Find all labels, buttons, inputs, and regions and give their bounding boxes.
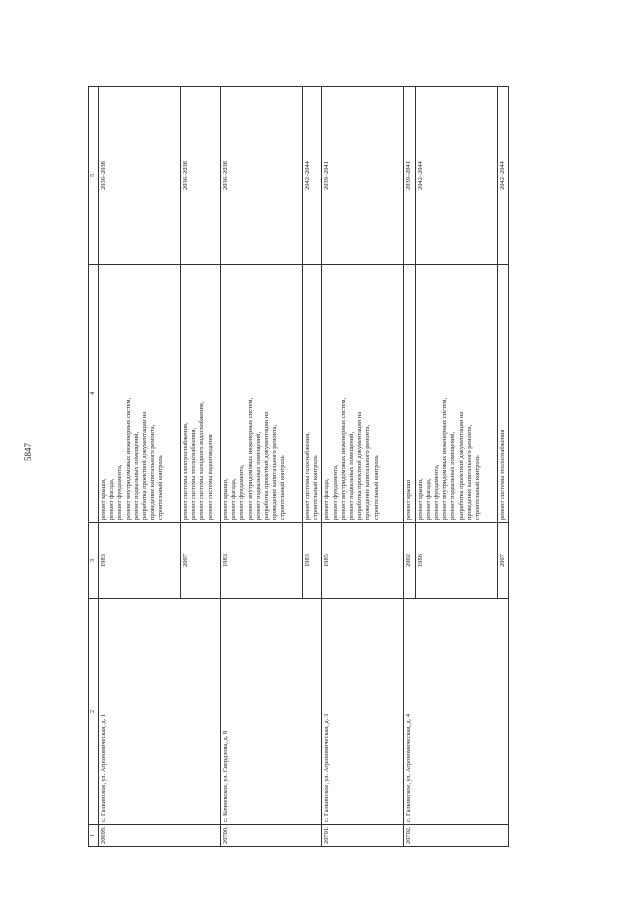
work-item: разработка проектной документации на [457,411,465,520]
period-cell: 2036–2038 [181,87,221,265]
rotated-table-container [88,87,591,847]
record-number-cell: 20699. [99,825,221,847]
work-item: ремонт крыши [405,479,413,520]
work-item: ремонт внутридомовых инженерных систем, [124,397,132,520]
year-cell: 1983 [303,523,322,599]
record-number-cell: 20700. [221,825,322,847]
address-cell: с. Галкинское, ул. Агрономическая, д. 3 [322,599,404,825]
works-cell [404,265,415,523]
work-item: ремонт внутридомовых инженерных систем, [339,397,347,520]
works-cell [181,265,221,523]
repair-schedule-table [88,86,509,847]
year-cell: 2002 [404,523,415,599]
works-cell [303,265,322,523]
period-cell: 2036–2038 [99,87,181,265]
address-cell: с. Галкинское, ул. Агрономическая, д. 1 [99,599,221,825]
period-cell: 2042–2044 [303,87,322,265]
work-item: ремонт крыши, [416,478,424,520]
period-cell: 2039–2041 [322,87,404,265]
year-cell: 2007 [497,523,508,599]
work-item: ремонт фундамента, [432,464,440,520]
work-item: проведение капитального ремонта, [271,424,279,520]
work-item: ремонт подвальных помещений, [449,431,457,520]
work-item: ремонт системы холодного водоснабжения, [198,401,206,520]
table-row [99,87,181,847]
work-item: ремонт подвальных помещений, [254,431,262,520]
work-item: ремонт крыши, [222,478,229,520]
address-cell: с. Галкинское, ул. Агрономическая, д. 4 [404,599,508,825]
work-item: ремонт подвальных помещений, [132,431,140,520]
work-item: ремонт системы водоотведения [206,434,214,520]
year-cell: 1985 [322,523,404,599]
record-number-cell: 20702. [404,825,508,847]
work-item: ремонт фасада, [108,478,116,520]
work-item: ремонт фундамента, [116,464,124,520]
work-item: разработка проектной документации на [140,411,148,520]
work-item: проведение капитального ремонта, [149,424,157,520]
works-cell [415,265,497,523]
year-cell: 2007 [181,523,221,599]
work-item: ремонт фасада, [230,478,238,520]
work-item: строительный контроль [279,455,287,520]
work-item: строительный контроль [157,455,165,520]
work-item: ремонт внутридомовых инженерных систем, [441,397,449,520]
header-col-2: 2 [89,599,99,825]
work-item: ремонт фундамента, [238,464,246,520]
works-cell [99,265,181,523]
address-cell: с. Кочневское, ул. Свердлова, д. 8 [221,599,322,825]
work-item: ремонт внутридомовых инженерных систем, [246,397,254,520]
page-number: 5847 [23,443,33,461]
work-item: ремонт фасада, [424,478,432,520]
work-item: ремонт системы газоснабжения, [304,432,311,520]
work-item: ремонт системы электроснабжения, [182,422,189,520]
period-cell: 2039–2041 [404,87,415,265]
header-row [89,87,99,847]
year-cell: 1983 [221,523,303,599]
header-col-5: 5 [89,87,99,265]
period-cell: 2042–2044 [497,87,508,265]
work-item: ремонт крыши, [100,478,107,520]
header-col-1: 1 [89,825,99,847]
work-item: разработка проектной документации на [356,411,364,520]
work-item: строительный контроль [312,455,320,520]
table-row [404,87,415,847]
work-item: проведение капитального ремонта, [364,424,372,520]
work-item: ремонт фундамента, [331,464,339,520]
work-item: ремонт системы теплоснабжения [498,429,506,520]
work-item: разработка проектной документации на [262,411,270,520]
record-number-cell: 20701. [322,825,404,847]
header-col-4: 4 [89,265,99,523]
year-cell: 1986 [415,523,497,599]
work-item: строительный контроль [473,455,481,520]
period-cell: 2036–2038 [221,87,303,265]
works-cell [322,265,404,523]
works-cell [221,265,303,523]
table-row [322,87,404,847]
header-col-3: 3 [89,523,99,599]
work-item: ремонт системы теплоснабжения, [190,427,198,520]
table-row [221,87,303,847]
table-body [99,87,509,847]
works-cell [497,265,508,523]
work-item: ремонт подвальных помещений, [347,431,355,520]
work-item: строительный контроль [372,455,380,520]
year-cell: 1983 [99,523,181,599]
work-item: проведение капитального ремонта, [465,424,473,520]
work-item: ремонт фасада, [323,478,331,520]
period-cell: 2042–2044 [415,87,497,265]
